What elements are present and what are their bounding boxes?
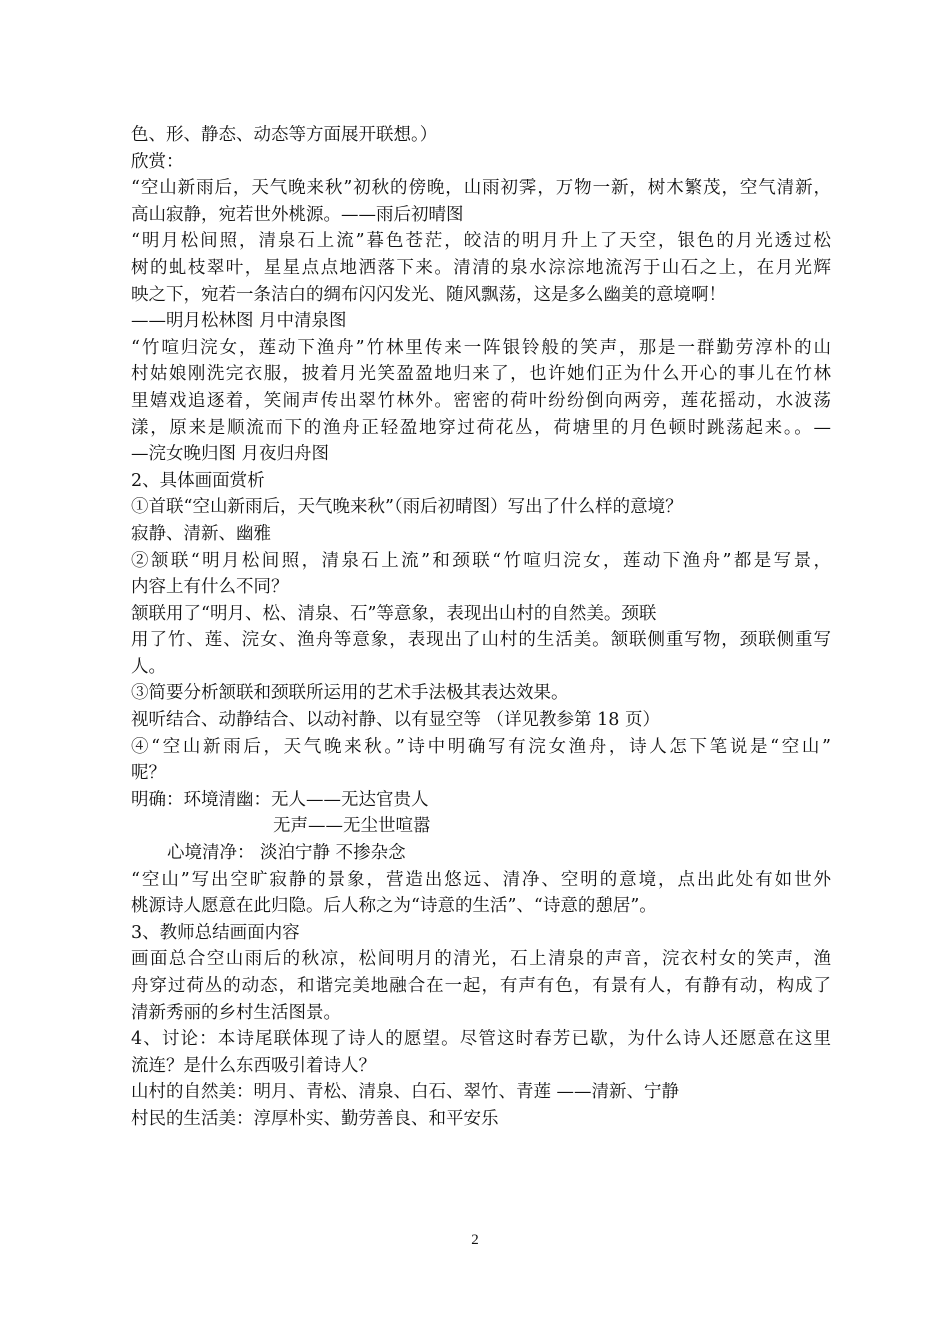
- text-line: ②颔联“明月松间照，清泉石上流”和颈联“竹喧归浣女，莲动下渔舟”都是写景，: [131, 550, 831, 571]
- text-line: 山村的自然美：明月、青松、清泉、白石、翠竹、青莲 ——清新、宁静: [131, 1082, 680, 1103]
- text-line: 视听结合、动静结合、以动衬静、以有显空等 （详见教参第 18 页）: [131, 710, 660, 731]
- page-number: 2: [471, 1232, 479, 1248]
- text-line: 人。: [131, 656, 166, 677]
- text-line: 寂静、清新、幽雅: [131, 523, 271, 544]
- document-body: [131, 122, 831, 1133]
- text-line: 欣赏：: [131, 151, 184, 172]
- text-line: ——明月松林图 月中清泉图: [131, 311, 347, 332]
- text-line: 舟穿过荷丛的动态，和谐完美地融合在一起，有声有色，有景有人，有静有动，构成了: [131, 976, 831, 996]
- text-line: 色、形、静态、动态等方面展开联想。）: [131, 125, 438, 145]
- text-line: “空山新雨后，天气晚来秋”初秋的傍晚，山雨初霁，万物一新，树木繁茂，空气清新，: [131, 178, 831, 199]
- text-line: 清新秀丽的乡村生活图景。: [131, 1002, 341, 1023]
- text-line: 桃源诗人愿意在此归隐。后人称之为“诗意的生活”、“诗意的憩居”。: [131, 896, 657, 917]
- text-line: 村民的生活美：淳厚朴实、勤劳善良、和平安乐: [131, 1108, 499, 1129]
- text-line: 里嬉戏追逐着，笑闹声传出翠竹林外。密密的荷叶纷纷倒向两旁，莲花摇动，水波荡: [131, 390, 831, 411]
- text-line: ④“空山新雨后，天气晚来秋。”诗中明确写有浣女渔舟，诗人怎下笔说是“空山”: [131, 736, 831, 757]
- section-heading: 4、讨论：本诗尾联体现了诗人的愿望。尽管这时春芳已歇，为什么诗人还愿意在这里: [131, 1029, 831, 1050]
- text-line: 呢？: [131, 763, 166, 784]
- section-heading: 2、具体画面赏析: [131, 470, 265, 491]
- text-line: 明确：环境清幽：无人——无达官贵人: [131, 789, 429, 810]
- text-line: 流连？是什么东西吸引着诗人？: [131, 1055, 376, 1076]
- text-line: 映之下，宛若一条洁白的绸布闪闪发光、随风飘荡，这是多么幽美的意境啊！: [131, 284, 726, 305]
- text-line: —浣女晚归图 月夜归舟图: [131, 444, 330, 465]
- text-line: 内容上有什么不同？: [131, 577, 289, 598]
- text-line: 村姑娘刚洗完衣服，披着月光笑盈盈地归来了，也许她们正为什么开心的事儿在竹林: [131, 364, 831, 385]
- text-line: “竹喧归浣女，莲动下渔舟”竹林里传来一阵银铃般的笑声，那是一群勤劳淳朴的山: [131, 337, 831, 358]
- text-line: 画面总合空山雨后的秋凉，松间明月的清光，石上清泉的声音，浣衣村女的笑声，渔: [131, 949, 831, 970]
- text-line: 用了竹、莲、浣女、渔舟等意象，表现出了山村的生活美。颔联侧重写物，颈联侧重写: [131, 630, 831, 651]
- text-line: 漾，原来是顺流而下的渔舟正轻盈地穿过荷花丛，荷塘里的月色顿时跳荡起来。。—: [131, 417, 831, 438]
- text-line: “空山”写出空旷寂静的景象，营造出悠远、清净、空明的意境，点出此处有如世外: [131, 869, 831, 890]
- text-line: ①首联“空山新雨后，天气晚来秋”（雨后初晴图）写出了什么样的意境？: [131, 497, 683, 518]
- text-line: ③简要分析颔联和颈联所运用的艺术手法极其表达效果。: [131, 683, 569, 704]
- text-line: 心境清净： 淡泊宁静 不掺杂念: [167, 843, 406, 864]
- text-line: 无声——无尘世喧嚣: [273, 816, 431, 837]
- text-line: 高山寂静，宛若世外桃源。——雨后初晴图: [131, 204, 464, 225]
- text-line: “明月松间照，清泉石上流”暮色苍茫，皎洁的明月升上了天空，银色的月光透过松: [131, 231, 831, 252]
- text-line: 树的虬枝翠叶，星星点点地洒落下来。清清的泉水淙淙地流泻于山石之上，在月光辉: [131, 257, 831, 278]
- text-line: 颔联用了“明月、松、清泉、石”等意象，表现出山村的自然美。颈联: [131, 603, 657, 624]
- section-heading: 3、教师总结画面内容: [131, 922, 300, 943]
